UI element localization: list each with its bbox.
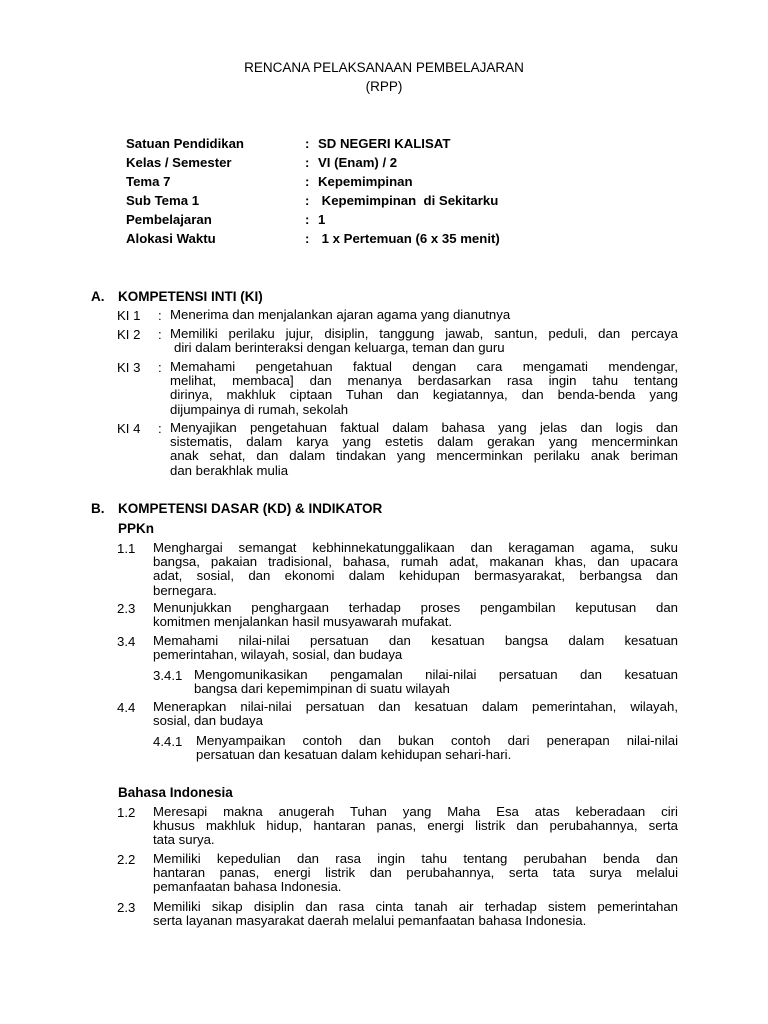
kd-line: Menunjukkan penghargaan terhadap proses pengambilan keputusan dan [153, 600, 678, 615]
ki-code: KI 3 [117, 360, 141, 375]
indicator-line: persatuan dan kesatuan dalam kehidupan sehari-hari. [196, 747, 512, 763]
ki-colon: : [158, 327, 162, 342]
indicator-number: 4.4.1 [153, 734, 183, 749]
identity-value: Kepemimpinan [318, 174, 413, 189]
indicator-line: Menyampaikan contoh dan bukan contoh dari penerapan nilai-nilai [196, 733, 678, 748]
ki-colon: : [158, 308, 162, 323]
indicator-text [194, 668, 678, 696]
identity-label: Sub Tema 1 [126, 193, 200, 208]
kd-line: hantaran panas, energi listrik dan perubahannya, serta tata surya melalui [153, 865, 678, 881]
kd-line: bangsa, pakaian tradisional, bahasa, rumah adat, makanan khas, dan upacara [153, 554, 678, 570]
ki-colon: : [158, 421, 162, 436]
ki-line: Memiliki perilaku jujur, disiplin, tanggung jawab, santun, peduli, dan percaya [170, 326, 678, 341]
kd-text [153, 900, 678, 928]
identity-colon: : [305, 174, 310, 189]
kd-line: bernegara. [153, 582, 217, 598]
indicator-text [196, 734, 678, 762]
kd-line: Memiliki kepedulian dan rasa ingin tahu tentang perubahan benda dan [153, 851, 678, 866]
kd-number: 1.2 [117, 805, 136, 820]
identity-colon: : [305, 231, 310, 246]
ki-text [170, 421, 678, 478]
kd-number: 3.4 [117, 634, 136, 649]
ki-line: dan berakhlak mulia [170, 462, 289, 478]
ki-line: melihat, membaca] dan menanya berdasarkan rasa ingin tahu tentang [170, 373, 678, 389]
kd-line: Memiliki sikap disiplin dan rasa cinta tanah air terhadap sistem pemerintahan [153, 899, 678, 914]
ki-colon: : [158, 360, 162, 375]
ki-code: KI 2 [117, 327, 141, 342]
ki-text [170, 308, 678, 322]
kd-text [153, 541, 678, 598]
identity-colon: : [305, 155, 310, 170]
ki-text [170, 327, 678, 355]
identity-colon: : [305, 193, 310, 208]
bahasa-heading: Bahasa Indonesia [118, 785, 233, 800]
ki-line: anak sehat, dan dalam tindakan yang mencerminkan perilaku anak beriman [170, 448, 678, 464]
ki-line: diri dalam berinteraksi dengan keluarga, teman dan guru [174, 340, 505, 356]
kd-text [153, 601, 678, 629]
indicator-line: bangsa dari kepemimpinan di suatu wilayah [194, 681, 450, 697]
kd-number: 2.3 [117, 900, 136, 915]
identity-value: 1 [318, 212, 326, 227]
kd-text [153, 852, 678, 895]
kd-line: Menerapkan nilai-nilai persatuan dan kesatuan dalam pemerintahan, wilayah, [153, 699, 678, 714]
kd-number: 2.2 [117, 852, 136, 867]
identity-label: Satuan Pendidikan [126, 136, 244, 151]
kd-line: tata surya. [153, 832, 215, 848]
identity-label: Tema 7 [126, 174, 171, 189]
kd-line: adat, sosial, dan ekonomi dalam kehidupan bermasyarakat, berbangsa dan [153, 568, 678, 584]
identity-value: 1 x Pertemuan (6 x 35 menit) [318, 231, 500, 246]
kd-line: Menghargai semangat kebhinnekatunggalikaan dan keragaman agama, suku [153, 540, 678, 555]
identity-label: Alokasi Waktu [126, 231, 216, 246]
kd-line: pemerintahan, wilayah, sosial, dan budaya [153, 647, 403, 663]
kd-number: 2.3 [117, 601, 136, 616]
identity-colon: : [305, 136, 310, 151]
identity-value: Kepemimpinan di Sekitarku [318, 193, 499, 208]
kd-line: pemanfaatan bahasa Indonesia. [153, 879, 342, 895]
ki-code: KI 1 [117, 308, 141, 323]
identity-label: Pembelajaran [126, 212, 212, 227]
ki-line: dijumpainya di rumah, sekolah [170, 401, 349, 417]
identity-label: Kelas / Semester [126, 155, 232, 170]
ki-code: KI 4 [117, 421, 141, 436]
identity-value: SD NEGERI KALISAT [318, 136, 451, 151]
kd-line: Memahami nilai-nilai persatuan dan kesatuan bangsa dalam kesatuan [153, 633, 678, 648]
ki-line: Menyajikan pengetahuan faktual dalam bahasa yang jelas dan logis dan [170, 420, 678, 435]
kd-text [153, 805, 678, 848]
ki-line: sistematis, dalam karya yang estetis dalam gerakan yang mencerminkan [170, 434, 678, 450]
document-title: RENCANA PELAKSANAAN PEMBELAJARAN [244, 60, 524, 75]
identity-value: VI (Enam) / 2 [318, 155, 398, 170]
ki-line: dirinya, makhluk ciptaan Tuhan dan kegiatannya, dan benda-benda yang [170, 387, 678, 403]
kd-number: 1.1 [117, 541, 136, 556]
kd-text [153, 700, 678, 728]
kd-number: 4.4 [117, 700, 136, 715]
kd-line: sosial, dan budaya [153, 713, 263, 729]
ki-text [170, 360, 678, 417]
section-a-letter: A. [91, 289, 105, 304]
section-b-letter: B. [91, 501, 105, 516]
ppkn-heading: PPKn [118, 521, 155, 536]
kd-text [153, 634, 678, 662]
section-b-title: KOMPETENSI DASAR (KD) & INDIKATOR [118, 501, 383, 516]
identity-colon: : [305, 212, 310, 227]
section-a-title: KOMPETENSI INTI (KI) [118, 289, 263, 304]
document-subtitle: (RPP) [365, 79, 403, 94]
kd-line: Meresapi makna anugerah Tuhan yang Maha Esa atas keberadaan ciri [153, 804, 678, 819]
kd-line: komitmen menjalankan hasil musyawarah mufakat. [153, 614, 453, 630]
ki-line: Memahami pengetahuan faktual dengan cara mengamati mendengar, [170, 359, 678, 374]
indicator-number: 3.4.1 [153, 668, 183, 683]
kd-line: serta layanan masyarakat daerah melalui pemanfaatan bahasa Indonesia. [153, 913, 587, 929]
ki-line: Menerima dan menjalankan ajaran agama yang dianutnya [170, 307, 511, 322]
kd-line: khusus makhluk hidup, hantaran panas, energi listrik dan perubahannya, serta [153, 818, 678, 834]
indicator-line: Mengomunikasikan pengamalan nilai-nilai persatuan dan kesatuan [194, 667, 678, 682]
